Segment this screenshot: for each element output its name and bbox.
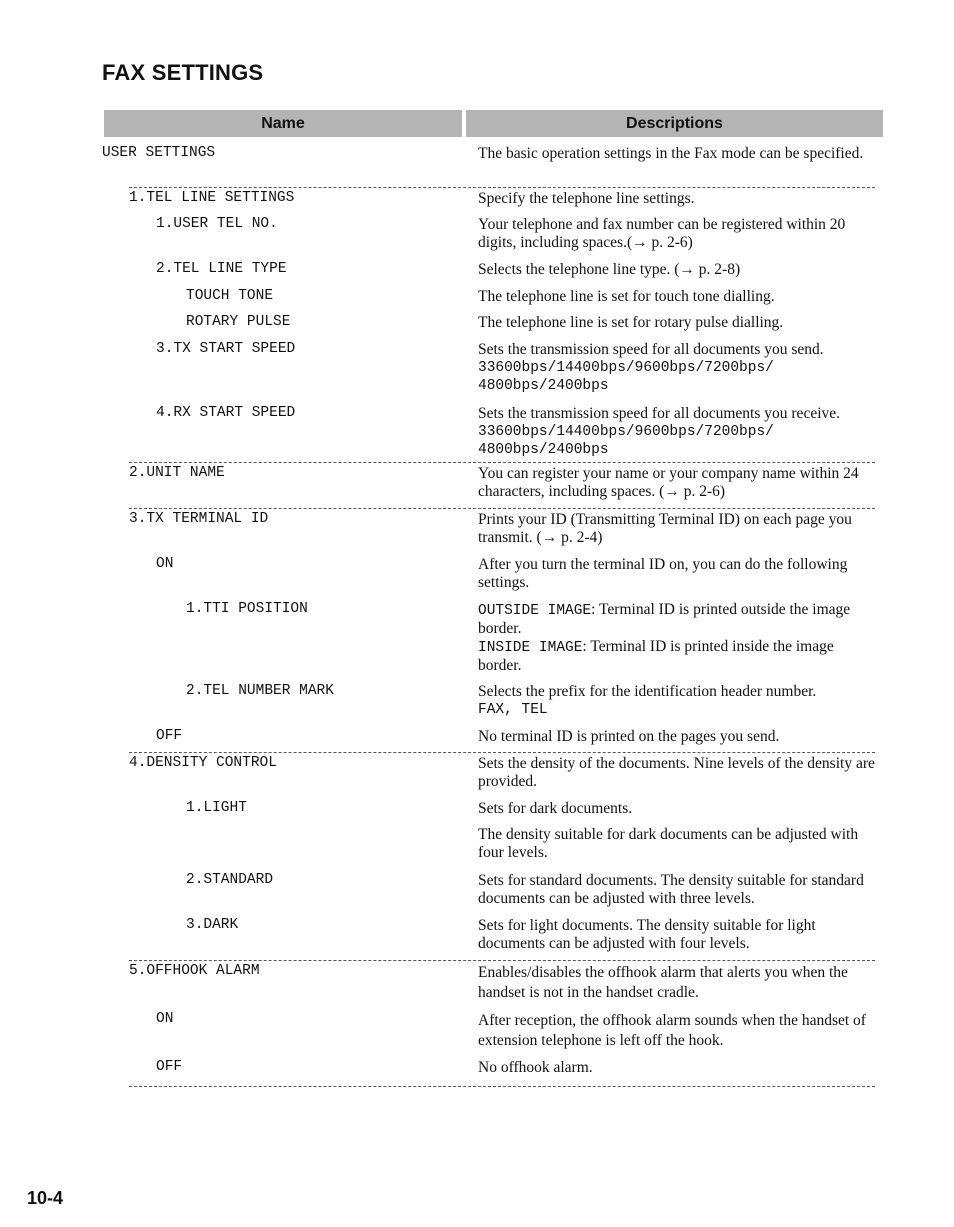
- setting-name: ROTARY PULSE: [186, 314, 291, 330]
- table-row: [0, 286, 954, 312]
- speed-options: 33600bps/14400bps/9600bps/7200bps/ 4800bps/2400bps: [478, 360, 774, 394]
- setting-description-block: [478, 403, 878, 459]
- setting-name: ON: [156, 556, 174, 572]
- table-row: [129, 508, 875, 554]
- setting-description: No offhook alarm.: [478, 1059, 593, 1076]
- setting-description-block: [478, 339, 878, 395]
- column-header-descriptions: Descriptions: [466, 110, 883, 137]
- setting-description: No terminal ID is printed on the pages you send.: [478, 728, 780, 745]
- setting-description: Selects the prefix for the identification header number.: [478, 683, 817, 700]
- setting-description: Your telephone and fax number can be registered within 20 digits, including spaces.(→ p. 2-6): [478, 216, 846, 251]
- setting-description: : Terminal ID is printed inside the image border.: [478, 638, 834, 674]
- setting-description: After you turn the terminal ID on, you can do the following settings.: [478, 556, 848, 591]
- setting-name: USER SETTINGS: [102, 145, 216, 161]
- table-row: [0, 143, 954, 187]
- setting-name: OFF: [156, 728, 183, 744]
- speed-options: 33600bps/14400bps/9600bps/7200bps/ 4800bps/2400bps: [478, 424, 774, 458]
- setting-name: 3.DARK: [186, 917, 239, 933]
- table-row: [0, 726, 954, 752]
- setting-description: Sets the transmission speed for all documents you receive.: [478, 405, 841, 422]
- table-row: [0, 312, 954, 339]
- setting-description: The telephone line is set for touch tone dialling.: [478, 288, 775, 305]
- setting-description: Specify the telephone line settings.: [478, 190, 695, 207]
- option-inside-image: INSIDE IMAGE: [478, 640, 583, 656]
- setting-description-block: [478, 599, 878, 675]
- setting-description: Sets for light documents. The density suitable for light documents can be adjusted with four levels.: [478, 917, 816, 952]
- column-header-name: Name: [104, 110, 462, 137]
- setting-name: 1.TEL LINE SETTINGS: [129, 190, 295, 206]
- table-row: [129, 752, 875, 798]
- table-row: [0, 798, 954, 824]
- table-row: [0, 1009, 954, 1057]
- setting-name: 2.STANDARD: [186, 872, 274, 888]
- setting-description: Prints your ID (Transmitting Terminal ID) on each page you transmit. (→ p. 2-4): [478, 511, 852, 546]
- setting-name: 2.TEL NUMBER MARK: [186, 683, 334, 699]
- table-row: [129, 960, 875, 1009]
- table-row: [0, 554, 954, 599]
- setting-name: 2.TEL LINE TYPE: [156, 261, 287, 277]
- setting-description-block: [478, 681, 878, 719]
- setting-description: Enables/disables the offhook alarm that alerts you when the handset is not in the handset cradle.: [478, 964, 848, 1001]
- setting-name: OFF: [156, 1059, 183, 1075]
- setting-description: : Terminal ID is printed outside the image border.: [478, 601, 851, 637]
- table-row: [0, 259, 954, 286]
- table-end-divider: [129, 1086, 875, 1087]
- setting-name: 1.TTI POSITION: [186, 601, 308, 617]
- setting-name: 4.RX START SPEED: [156, 405, 296, 421]
- setting-description: The basic operation settings in the Fax mode can be specified.: [478, 145, 864, 162]
- table-row: [129, 187, 875, 214]
- option-outside-image: OUTSIDE IMAGE: [478, 603, 592, 619]
- table-row: [0, 599, 954, 681]
- table-row: [0, 915, 954, 960]
- setting-description: The telephone line is set for rotary pulse dialling.: [478, 314, 784, 331]
- table-row: [129, 462, 875, 508]
- setting-name: 1.LIGHT: [186, 800, 247, 816]
- setting-description: After reception, the offhook alarm sounds when the handset of extension telephone is left off the hook.: [478, 1012, 866, 1049]
- setting-name: 1.USER TEL NO.: [156, 216, 278, 232]
- setting-name: 2.UNIT NAME: [129, 465, 225, 481]
- page-number: 10-4: [27, 1188, 64, 1208]
- table-row: [0, 339, 954, 403]
- setting-description: Sets the transmission speed for all documents you send.: [478, 341, 824, 358]
- table-row: [0, 870, 954, 915]
- page-title: FAX SETTINGS: [102, 60, 264, 85]
- setting-name: 4.DENSITY CONTROL: [129, 755, 277, 771]
- table-row: [0, 681, 954, 726]
- setting-name: 3.TX START SPEED: [156, 341, 296, 357]
- table-row: [0, 1057, 954, 1083]
- setting-description: Sets for dark documents.: [478, 800, 633, 817]
- setting-description: Sets for standard documents. The density suitable for standard documents can be adjusted with three levels.: [478, 872, 864, 907]
- setting-name: TOUCH TONE: [186, 288, 274, 304]
- setting-name: ON: [156, 1011, 174, 1027]
- setting-description: Sets the density of the documents. Nine levels of the density are provided.: [478, 755, 875, 790]
- setting-description: Selects the telephone line type. (→ p. 2-8): [478, 261, 741, 278]
- setting-name: 3.TX TERMINAL ID: [129, 511, 269, 527]
- table-row: [0, 403, 954, 462]
- setting-description: You can register your name or your company name within 24 characters, including spaces. (→ p. 2-6): [478, 465, 859, 500]
- setting-description: The density suitable for dark documents can be adjusted with four levels.: [478, 826, 859, 861]
- table-row: [0, 824, 954, 870]
- settings-table: [0, 143, 954, 1083]
- table-row: [0, 214, 954, 259]
- prefix-options: FAX, TEL: [478, 702, 548, 718]
- setting-name: 5.OFFHOOK ALARM: [129, 963, 260, 979]
